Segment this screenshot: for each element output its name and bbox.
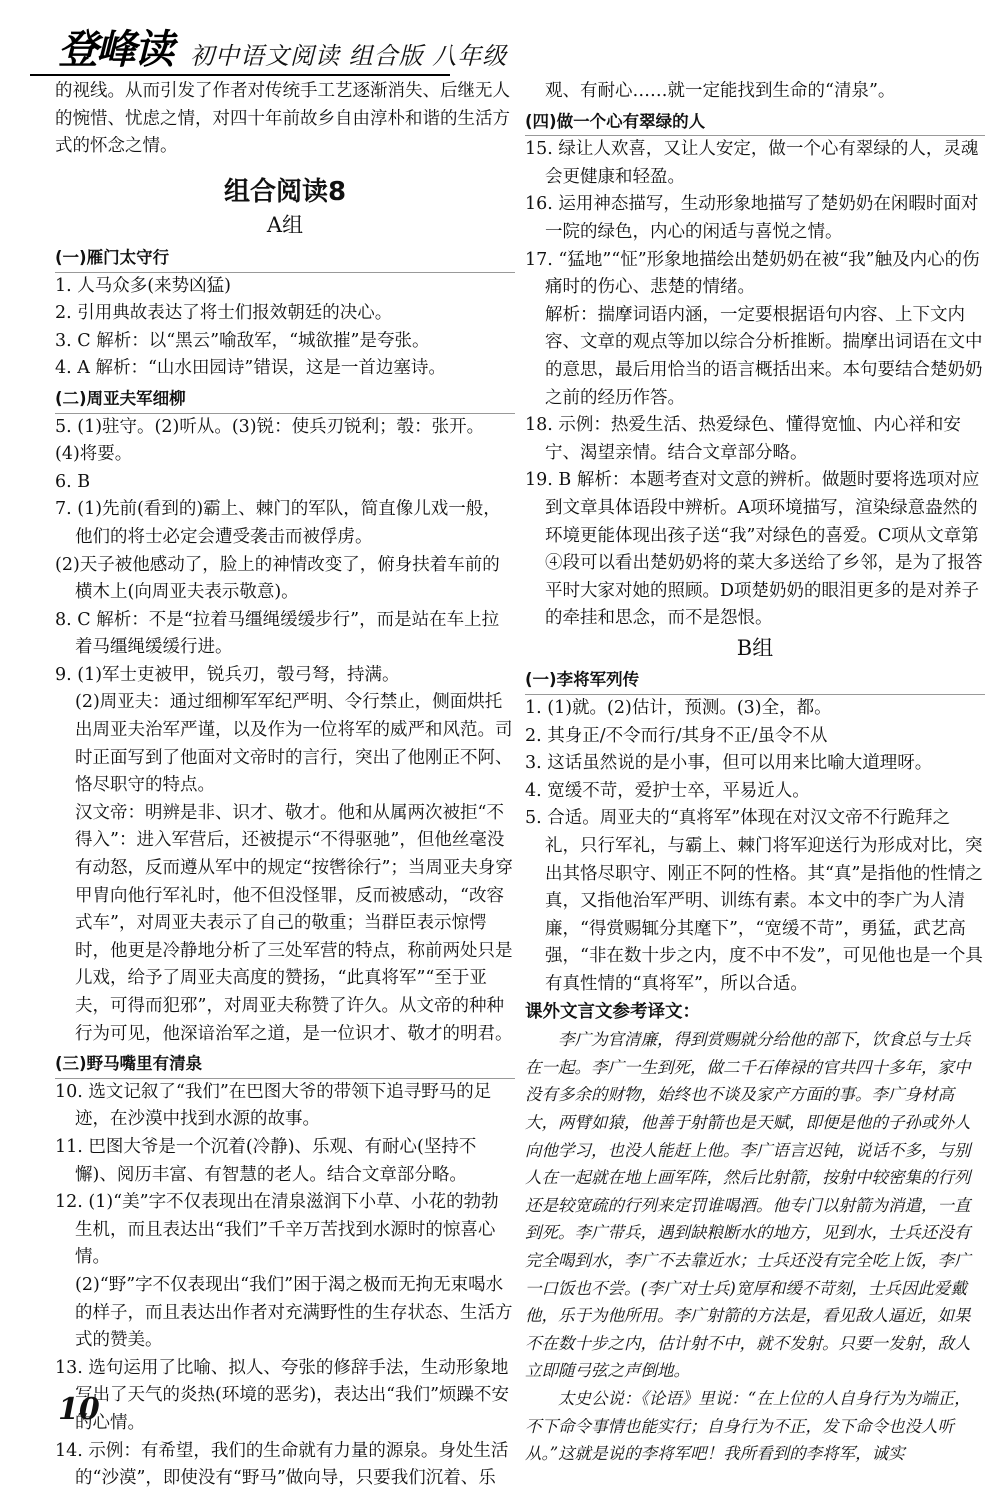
subsection-heading: (四)做一个心有翠绿的人 bbox=[525, 108, 985, 137]
page-number: 10 bbox=[58, 1392, 100, 1427]
answer-continuation: 汉文帝：明辨是非、识才、敬才。他和从属两次被拒“不得入”：进入军营后，还被提示“不得驱驰”，但他丝毫没有动怒，反而遵从军中的规定“按辔徐行”；当周亚夫身穿甲胄向他行军礼时，他不但没怪罪，反而被感动，“改容式车”，对周亚夫表示了自己的敬重；当群臣表示惊愕时，他更是冷静地分析了三处军营的特点，称前两处只是儿戏，给予了周亚夫高度的赞扬，“此真将军”“至于亚夫，可得而犯邪”，对周亚夫称赞了许久。从文帝的种种行为可见，他深谙治军之道，是一位识才、敬才的明君。 bbox=[75, 802, 513, 1044]
right-column bbox=[525, 78, 985, 1468]
left-column bbox=[55, 78, 515, 1493]
answer-item: 1. (1)就。(2)估计，预测。(3)全，都。 bbox=[525, 698, 832, 719]
translation-paragraph: 李广为官清廉，得到赏赐就分给他的部下，饮食总与士兵在一起。李广一生到死，做二千石俸禄的官共四十多年，家中没有多余的财物，始终也不谈及家产方面的事。李广身材高大，两臂如猿，他善于射箭也是天赋，即便是他的子孙或外人向他学习，也没人能赶上他。李广语言迟钝，说话不多，与别人在一起就在地上画军阵，然后比射箭，按射中较密集的行列还是较宽疏的行列来定罚谁喝酒。他专门以射箭为消遣，一直到死。李广带兵，遇到缺粮断水的地方，见到水，士兵还没有完全喝到水，李广不去靠近水；士兵还没有完全吃上饭，李广一口饭也不尝。(李广对士兵)宽厚和缓不苛刻，士兵因此爱戴他，乐于为他所用。李广射箭的方法是，看见敌人逼近，如果不在数十步之内，估计射不中，就不发射。只要一发射，敌人立即随弓弦之声倒地。 bbox=[525, 1030, 971, 1381]
header-rule bbox=[30, 74, 450, 76]
section-title: 组合阅读8 bbox=[223, 176, 347, 207]
answer-item: 2. 引用典故表达了将士们报效朝廷的决心。 bbox=[55, 303, 393, 324]
answer-item: 14. 示例：有希望，我们的生命就有力量的源泉。身处生活的“沙漠”，即使没有“野马”做向导，只要我们沉着、乐 bbox=[55, 1440, 509, 1489]
answer-item: 3. 这话虽然说的是小事，但可以用来比喻大道理呀。 bbox=[525, 753, 933, 774]
answer-item: 12. (1)“美”字不仅表现出在清泉滋润下小草、小花的勃勃生机，而且表达出“我们”千辛万苦找到水源时的惊喜心情。 bbox=[55, 1192, 499, 1268]
subsection-heading: (三)野马嘴里有清泉 bbox=[55, 1050, 515, 1079]
answer-item: 15. 绿让人欢喜，又让人安定，做一个心有翠绿的人，灵魂会更健康和轻盈。 bbox=[525, 139, 979, 187]
answer-item: 7. (1)先前(看到的)霸上、棘门的军队，简直像儿戏一般，他们的将士必定会遭受袭击而被俘虏。 bbox=[55, 499, 501, 547]
answer-continuation: (2)“野”字不仅表现出“我们”困于渴之极而无拘无束喝水的样子，而且表达出作者对充满野性的生存状态、生活方式的赞美。 bbox=[75, 1274, 513, 1351]
answer-item: 1. 人马众多(来势凶猛) bbox=[55, 275, 231, 296]
group-heading: B组 bbox=[736, 635, 774, 660]
answer-item: 10. 选文记叙了“我们”在巴图大爷的带领下追寻野马的足迹，在沙漠中找到水源的故事。 bbox=[55, 1081, 492, 1130]
answer-continuation: 解析：揣摩词语内涵，一定要根据语句内容、上下文内容、文章的观点等加以综合分析推断。揣摩出词语在文中的意思，最后用恰当的语言概括出来。本句要结合楚奶奶之前的经历作答。 bbox=[545, 304, 983, 408]
answer-item: 4. A 解析：“山水田园诗”错误，这是一首边塞诗。 bbox=[55, 358, 446, 379]
answer-item: 2. 其身正/不令而行/其身不正/虽令不从 bbox=[525, 725, 828, 746]
answer-item: 3. C 解析：以“黑云”喻敌军，“城欲摧”是夸张。 bbox=[55, 330, 430, 351]
answer-item: 8. C 解析：不是“拉着马缰绳缓缓步行”，而是站在车上拉着马缰绳缓缓行进。 bbox=[55, 609, 500, 658]
answer-continuation: 观、有耐心……就一定能找到生命的“清泉”。 bbox=[545, 81, 896, 101]
subsection-heading: (二)周亚夫军细柳 bbox=[55, 385, 515, 414]
answer-item: 5. (1)驻守。(2)听从。(3)锐：使兵刃锐利；彀：张开。 bbox=[55, 416, 485, 437]
answer-item: 4. 宽缓不苛，爱护士卒，平易近人。 bbox=[525, 780, 810, 801]
subsection-heading: (一)李将军列传 bbox=[525, 666, 985, 695]
translation-paragraph: 太史公说：《论语》里说：“在上位的人自身行为为端正，不下命令事情也能实行；自身行为不正，发下命令也没人听从。”这就是说的李将军吧！我所看到的李将军，诚实 bbox=[525, 1388, 971, 1464]
answer-continuation: (2)周亚夫：通过细柳军军纪严明、令行禁止，侧面烘托出周亚夫治军严谨，以及作为一位将军的威严和风范。司时正面写到了他面对文帝时的言行，突出了他刚正不阿、恪尽职守的特点。 bbox=[75, 692, 513, 796]
paragraph: 的视线。从而引发了作者对传统手工艺逐渐消失、后继无人的惋惜、忧虑之情，对四十年前故乡自由淳朴和谐的生活方式的怀念之情。 bbox=[55, 81, 510, 157]
page-header bbox=[30, 14, 980, 76]
answer-item: 16. 运用神态描写，生动形象地描写了楚奶奶在闲暇时面对一院的绿色，内心的闲适与喜悦之情。 bbox=[525, 194, 979, 242]
answer-item: 18. 示例：热爱生活、热爱绿色、懂得宽恤、内心祥和安宁、渴望亲情。结合文章部分略。 bbox=[525, 415, 961, 463]
subsection-heading: (一)雁门太守行 bbox=[55, 244, 515, 273]
answer-item: (4)将要。 bbox=[55, 444, 133, 465]
answer-item: 11. 巴图大爷是一个沉着(冷静)、乐观、有耐心(坚持不懈)、阅历丰富、有智慧的老人。结合文章部分略。 bbox=[55, 1136, 477, 1185]
book-subtitle: 初中语文阅读 组合版 八年级 bbox=[190, 42, 508, 70]
answer-item: 9. (1)军士吏被甲，锐兵刃，彀弓弩，持满。 bbox=[55, 664, 400, 685]
answer-item: 19. B 解析：本题考查对文意的辨析。做题时要将选项对应到文章具体语段中辨析。A项环境描写，渲染绿意盎然的环境更能体现出孩子送“我”对绿色的喜爱。C项从文章第④段可以看出楚奶奶将的菜大多送给了乡邻，是为了报答平时大家对她的照顾。D项楚奶奶的眼泪更多的是对养子的牵挂和思念，而不是怨恨。 bbox=[525, 470, 983, 629]
translation-heading: 课外文言文参考译文： bbox=[525, 1001, 700, 1022]
answer-item: 13. 选句运用了比喻、拟人、夸张的修辞手法，生动形象地写出了天气的炎热(环境的恶劣)，表达出“我们”烦躁不安的心情。 bbox=[55, 1357, 510, 1433]
answer-item: 6. B bbox=[55, 471, 91, 492]
answer-item: (2)天子被他感动了，脸上的神情改变了，俯身扶着车前的横木上(向周亚夫表示敬意)。 bbox=[55, 554, 500, 603]
answer-item: 5. 合适。周亚夫的“真将军”体现在对汉文帝不行跪拜之礼，只行军礼，与霸上、棘门将军迎送行为形成对比，突出其恪尽职守、刚正不阿的性格。其“真”是指他的性情之真，又指他治军严明、训练有素。本文中的李广为人清廉，“得赏赐辄分其麾下”，“宽缓不苛”，勇猛，武艺高强，“非在数十步之内，度不中不发”，可见他也是一个具有真性情的“真将军”，所以合适。 bbox=[525, 808, 983, 994]
answer-item: 17. “猛地”“怔”形象地描绘出楚奶奶在被“我”触及内心的伤痛时的伤心、悲楚的情绪。 bbox=[525, 249, 980, 298]
group-heading: A组 bbox=[266, 213, 304, 238]
brand-logo: 登峰读 bbox=[58, 26, 172, 73]
